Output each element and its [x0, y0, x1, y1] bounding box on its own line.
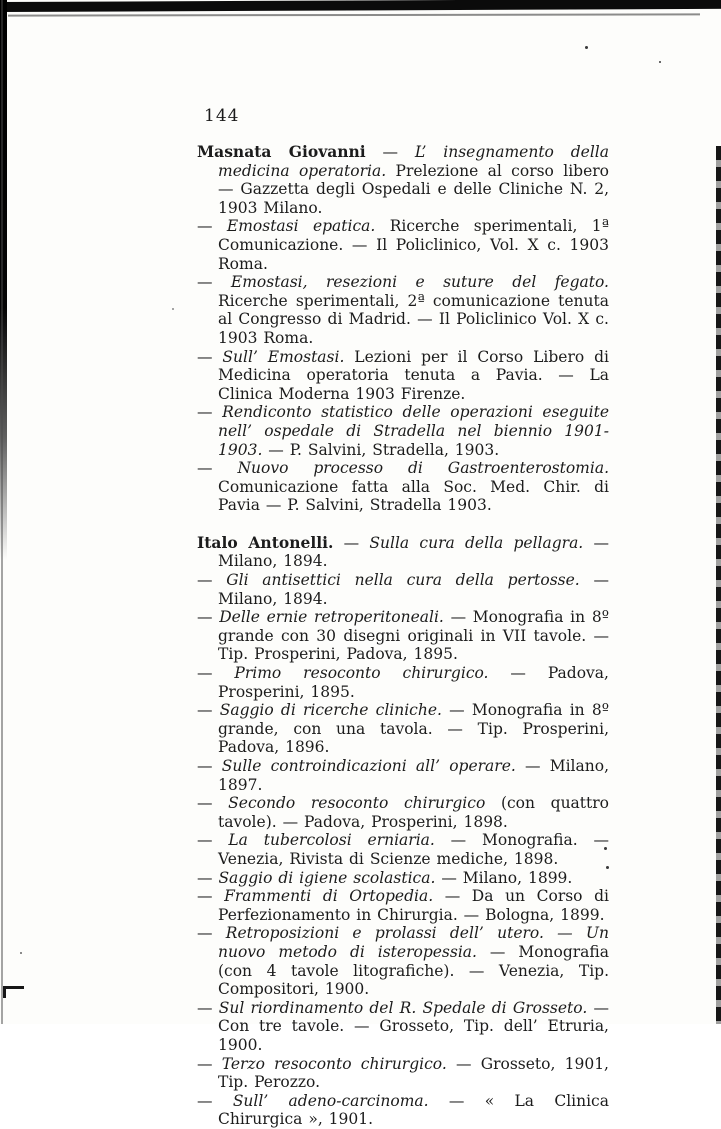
entry-text: —	[197, 664, 235, 683]
work-title: Retroposizioni e prolassi dell’ utero. — Un nuovo metodo di isteropessia.	[218, 924, 609, 961]
author-name: Masnata Giovanni	[197, 142, 366, 161]
bibliography-entry	[197, 701, 609, 757]
bibliography-section-italo-antonelli	[197, 534, 609, 1129]
work-title: Sull’ Emostasi.	[222, 347, 345, 366]
bibliography-entry	[197, 794, 609, 831]
entry-text: — Monografia in 8º grande con 30 disegni originali in VII tavole. — Tip. Prosperini, Padova, 1895.	[218, 608, 609, 664]
bibliography-entry	[197, 1055, 609, 1092]
bibliography-entry	[197, 534, 609, 571]
bibliography-entry	[197, 869, 609, 888]
entry-text: —	[197, 459, 238, 478]
work-title: Nuovo processo di Gastroenterostomia.	[237, 459, 609, 478]
entry-text: —	[197, 868, 219, 887]
entry-text: —	[197, 608, 220, 627]
bibliography-entry	[197, 664, 609, 701]
entry-text: Comunicazione fatta alla Soc. Med. Chir. di Pavia — P. Salvini, Stradella 1903.	[218, 477, 609, 515]
entry-text: — P. Salvini, Stradella, 1903.	[262, 440, 500, 459]
work-title: Saggio di ricerche cliniche.	[219, 701, 442, 720]
bibliography-entry	[197, 571, 609, 608]
bibliography-entry	[197, 403, 609, 459]
entry-text: —	[333, 533, 370, 552]
bibliography-entry	[197, 757, 609, 794]
entry-text: — Monografia. — Venezia, Rivista di Scienze mediche, 1898.	[218, 831, 609, 868]
bibliography-entry	[197, 459, 609, 515]
work-title: Emostasi epatica.	[226, 217, 376, 236]
entry-text: — Monografia in 8º grande, con una tavola. — Tip. Prosperini, Padova, 1896.	[218, 701, 609, 757]
scan-artifact-left-line	[1, 0, 3, 1024]
work-title: Sull’ adeno-carcinoma.	[232, 1091, 429, 1110]
entry-text: — Grosseto, 1901, Tip. Perozzo.	[218, 1054, 609, 1092]
entry-text: —	[197, 794, 229, 813]
bibliography-entry	[197, 924, 609, 998]
entry-text: —	[197, 1054, 222, 1073]
work-title: Terzo resoconto chirurgico.	[221, 1054, 447, 1073]
bibliography-section-masnata-giovanni	[197, 143, 609, 515]
entry-text: — Con tre tavole. — Grosseto, Tip. dell’ Etruria, 1900.	[218, 998, 609, 1054]
entry-text: —	[197, 347, 223, 366]
bibliography-entry	[197, 348, 609, 404]
bibliography-entry	[197, 887, 609, 924]
page-number: 144	[204, 106, 240, 126]
entry-text: —	[197, 757, 222, 775]
entry-text: —	[197, 831, 229, 850]
work-title: Sul riordinamento del R. Spedale di Grosseto.	[218, 998, 588, 1017]
work-title: Saggio di igiene scolastica.	[218, 868, 436, 887]
entry-text: —	[197, 998, 219, 1017]
bibliography-entry	[197, 273, 609, 347]
entry-text: — Milano, 1894.	[218, 533, 610, 571]
entry-text: Lezioni per il Corso Libero di Medicina operatoria tenuta a Pavia. — La Clinica Moderna 1903 Firenze.	[218, 347, 609, 403]
work-title: Sulle controindicazioni all’ operare.	[221, 757, 516, 775]
scan-artifact-right-edge	[716, 146, 721, 1024]
work-title: Gli antisettici nella cura della pertosse.	[226, 571, 580, 590]
author-name: Italo Antonelli.	[197, 532, 334, 552]
entry-text: — Padova, Prosperini, 1895.	[218, 664, 609, 701]
entry-text: —	[197, 887, 225, 906]
entry-text: —	[197, 1091, 233, 1110]
work-title: Sulla cura della pellagra.	[369, 533, 584, 552]
scan-artifact-corner-mark	[3, 986, 24, 998]
work-title: Secondo resoconto chirurgico	[228, 794, 486, 813]
entry-text: —	[197, 217, 227, 236]
entry-text: Ricerche sperimentali, 1ª Comunicazione. — Il Policlinico, Vol. X c. 1903 Roma.	[218, 217, 609, 273]
entry-text: —	[365, 143, 415, 161]
entry-text: Ricerche sperimentali, 2ª comunicazione tenuta al Congresso di Madrid. — Il Policlinico Vol. X c. 1903 Roma.	[218, 291, 609, 347]
entry-text: — « La Clinica Chirurgica », 1901.	[218, 1091, 609, 1129]
work-title: Rendiconto statistico delle operazioni eseguite nell’ ospedale di Stradella nel biennio 1901-1903.	[218, 403, 609, 459]
scan-speckle	[659, 61, 661, 63]
bibliography-entry	[197, 143, 609, 217]
scan-speckle	[585, 46, 588, 49]
entry-text: — Milano, 1897.	[218, 757, 609, 794]
scan-artifact-top-line	[8, 13, 700, 16]
bibliography-entry	[197, 1092, 609, 1129]
entry-text: — Milano, 1899.	[435, 868, 573, 887]
work-title: Delle ernie retroperitoneali.	[219, 608, 444, 627]
entry-text: —	[197, 403, 223, 422]
work-title: L’ insegnamento della medicina operatoria.	[218, 143, 609, 180]
work-title: Frammenti di Ortopedia.	[224, 887, 434, 906]
bibliography-text	[197, 143, 609, 1129]
bibliography-entry	[197, 217, 609, 273]
bibliography-entry	[197, 999, 609, 1055]
scan-speckle	[172, 308, 174, 310]
entry-text: —	[197, 701, 220, 720]
entry-text: Prelezione al corso libero — Gazzetta degli Ospedali e delle Cliniche N. 2, 1903 Milano.	[218, 161, 609, 217]
work-title: La tubercolosi erniaria.	[228, 831, 435, 850]
bibliography-entry	[197, 831, 609, 868]
work-title: Primo resoconto chirurgico.	[234, 664, 489, 683]
entry-text: —	[197, 571, 227, 590]
entry-text: — Milano, 1894.	[218, 571, 609, 608]
entry-text: —	[197, 924, 226, 943]
scan-artifact-top-edge	[0, 0, 721, 12]
work-title: Emostasi, resezioni e suture del fegato.	[230, 273, 609, 292]
entry-text: —	[197, 273, 231, 292]
entry-text: — Monografia (con 4 tavole litografiche). — Venezia, Tip. Compositori, 1900.	[218, 942, 609, 999]
entry-text: (con quattro tavole). — Padova, Prosperini, 1898.	[218, 794, 609, 831]
bibliography-entry	[197, 608, 609, 664]
entry-text: — Da un Corso di Perfezionamento in Chirurgia. — Bologna, 1899.	[218, 887, 609, 924]
scan-speckle	[20, 952, 22, 954]
